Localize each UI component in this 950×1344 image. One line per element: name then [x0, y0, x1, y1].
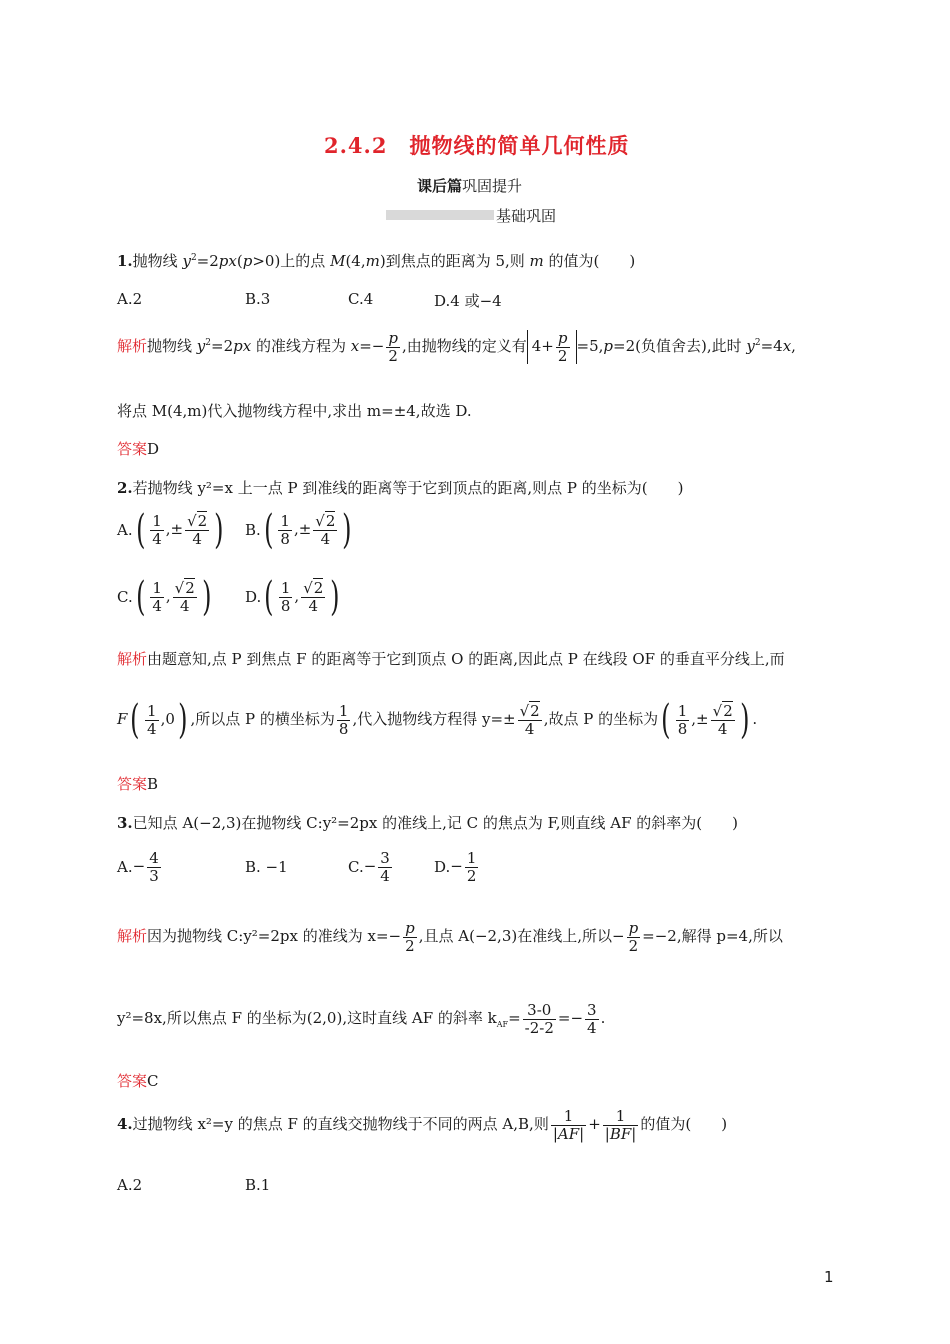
option-label: A. [117, 521, 133, 539]
q2-text: 若抛物线 y²=x 上一点 P 到准线的距离等于它到顶点的距离,则点 P 的坐标为( ) [132, 479, 684, 497]
page-number: 1 [824, 1268, 834, 1286]
option-d: D.4 或−4 [434, 292, 502, 310]
analysis-label: 解析 [117, 337, 148, 355]
analysis-3: 解析因为抛物线 C:y²=2px 的准线为 x=− $\frac{p}{2}$ ,且点 A(−2,3)在准线上,所以− $\frac{p}{2}$ =−2,解得 p=4,所以 [117, 919, 783, 955]
analysis-3-line2: y²=8x,所以焦点 F 的坐标为(2,0),这时直线 AF 的斜率 $k_{AF}=$ $\frac{3-0}{-2-2}$ =− $\frac{3}{4}$ . [117, 1001, 606, 1037]
option-a: A.( $\frac{1}{4}$ ,± $\frac{√2}{4}$ ) [117, 507, 224, 553]
analysis-text-5: = [508, 1009, 521, 1027]
option-label: D. [434, 858, 451, 876]
option-d: D.− $\frac{1}{2}$ [434, 849, 477, 885]
answer-2 [117, 773, 158, 794]
option-b: B.( $\frac{1}{8}$ ,± $\frac{√2}{4}$ ) [245, 507, 352, 553]
answer-label: 答案 [117, 440, 148, 458]
analysis-text: 抛物线 [147, 337, 197, 355]
option-label: D. [245, 588, 262, 606]
analysis-text-3: =−2,解得 p=4,所以 [642, 927, 783, 945]
question-number: 2. [117, 479, 133, 497]
section-bar [386, 210, 494, 220]
option-a: A.− $\frac{4}{3}$ [117, 849, 159, 885]
q1-text-c: )上的点 [274, 252, 331, 270]
analysis-text-2: ,所以点 P 的横坐标为 [190, 710, 335, 728]
option-label: B. [245, 521, 261, 539]
option-b: B.1 [245, 1176, 271, 1194]
option-b [245, 858, 288, 876]
question-2 [117, 477, 683, 498]
answer-value: C [147, 1072, 159, 1090]
question-number: 1. [117, 252, 133, 270]
analysis-text-4: =5, [576, 337, 604, 355]
question-4: 4.过抛物线 x²=y 的焦点 F 的直线交抛物线于不同的两点 A,B,则 $\frac{1}{|AF|}$ + $\frac{1}{|BF|}$ 的值为( ) [117, 1107, 728, 1143]
analysis-text-4: y²=8x,所以焦点 F 的坐标为(2,0),这时直线 AF 的斜率 k [117, 1009, 497, 1027]
fraction: $\frac{p}{2}$ [388, 329, 398, 365]
analysis-text-2: 的准线方程为 [255, 337, 351, 355]
option-label: B. −1 [245, 858, 288, 876]
option-c: C.− $\frac{3}{4}$ [348, 849, 390, 885]
analysis-label: 解析 [117, 927, 148, 945]
analysis-text: 由题意知,点 P 到焦点 F 的距离等于它到顶点 O 的距离,因此点 P 在线段 OF 的垂直平分线上,而 [147, 650, 785, 668]
analysis-text-2: ,且点 A(−2,3)在准线上,所以− [418, 927, 625, 945]
option-label: C. [348, 858, 364, 876]
q1-text-b: ( [236, 252, 243, 270]
option-b: B.3 [245, 290, 271, 308]
analysis-1-line2: 将点 M(4,m)代入抛物线方程中,求出 m=±4,故选 D. [117, 402, 472, 420]
option-label: A. [117, 858, 133, 876]
absolute-value: 4+ $\frac{p}{2}$ [527, 330, 577, 364]
analysis-text-4: ,故点 P 的坐标为 [543, 710, 659, 728]
q4-text-b: 的值为( ) [640, 1115, 728, 1133]
subtitle-bold: 课后篇 [417, 177, 463, 195]
option-d: D.( $\frac{1}{8}$ , $\frac{√2}{4}$ ) [245, 574, 340, 620]
option-a: A.2 [117, 1176, 143, 1194]
option-a: A.2 [117, 290, 143, 308]
question-1: 1.抛物线 $y^2=2px(p>0)$上的点 M(4,m)到焦点的距离为 5,则 m 的值为( ) [117, 252, 636, 270]
section-label: 基础巩固 [496, 207, 557, 225]
analysis-text-5: =2(负值舍去),此时 [613, 337, 747, 355]
q1-text-e: )到焦点的距离为 5,则 [379, 252, 530, 270]
analysis-text-6: =− [557, 1009, 584, 1027]
analysis-2 [117, 648, 785, 669]
subtitle-rest: 巩固提升 [462, 177, 523, 195]
answer-label: 答案 [117, 775, 148, 793]
analysis-text: 因为抛物线 C:y²=2px 的准线为 x=− [147, 927, 402, 945]
answer-3 [117, 1070, 159, 1091]
option-c: C.( $\frac{1}{4}$ , $\frac{√2}{4}$ ) [117, 574, 212, 620]
option-c: C.4 [348, 290, 374, 308]
page-title: 2.4.2 抛物线的简单几何性质 [324, 133, 630, 158]
question-number: 3. [117, 814, 133, 832]
question-3 [117, 812, 738, 833]
answer-value: D [147, 440, 160, 458]
q4-text: 过抛物线 x²=y 的焦点 F 的直线交抛物线于不同的两点 A,B,则 [132, 1115, 549, 1133]
analysis-text-3: ,由抛物线的定义有 [401, 337, 527, 355]
analysis-text-3: ,代入抛物线方程得 y=± [352, 710, 516, 728]
analysis-2-line2: F( $\frac{1}{4}$ ,0) ,所以点 P 的横坐标为 $\frac{1}{8}$ ,代入抛物线方程得 y=± $\frac{√2}{4}$ ,故点 P 的坐标为( $\frac{1}{8}$ ,± $\frac{√2}{4}$ ) . [117, 697, 758, 743]
analysis-label: 解析 [117, 650, 148, 668]
analysis-1: 解析抛物线 $y^2=2px$ 的准线方程为 x=− $\frac{p}{2}$ ,由抛物线的定义有 4+ $\frac{p}{2}$ =5,p=2(负值舍去),此时 $y^2=4x$, [117, 329, 796, 365]
q1-text-d: (4, [345, 252, 366, 270]
q3-text: 已知点 A(−2,3)在抛物线 C:y²=2px 的准线上,记 C 的焦点为 F,则直线 AF 的斜率为( ) [132, 814, 738, 832]
answer-1 [117, 438, 159, 459]
q1-text-f: 的值为( ) [543, 252, 636, 270]
answer-value: B [147, 775, 159, 793]
option-label: C. [117, 588, 133, 606]
q1-text: 抛物线 [132, 252, 183, 270]
subtitle [417, 175, 522, 196]
answer-label: 答案 [117, 1072, 148, 1090]
question-number: 4. [117, 1115, 133, 1133]
